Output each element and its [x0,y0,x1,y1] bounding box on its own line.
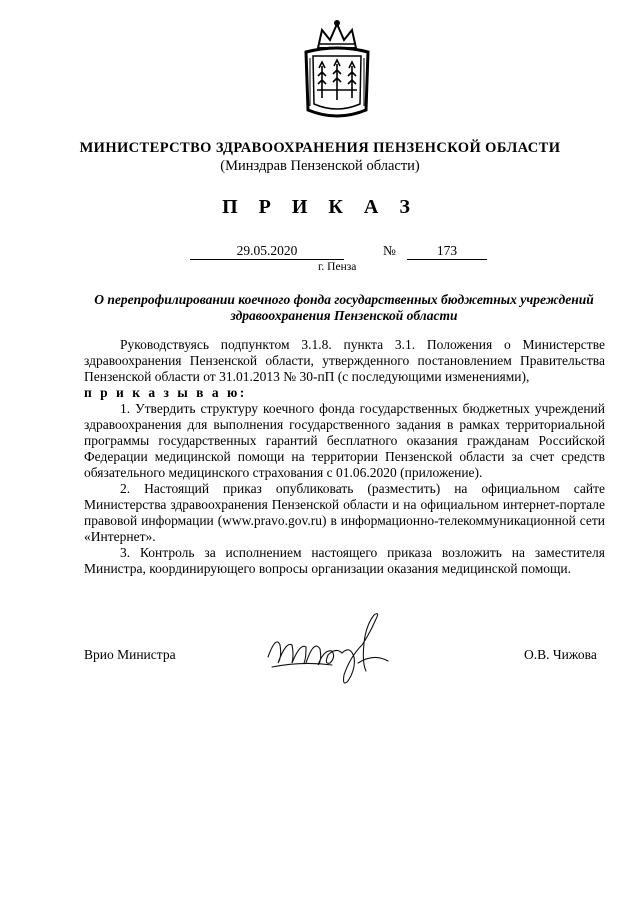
order-date: 29.05.2020 [190,243,344,260]
order-subject: О перепрофилировании коечного фонда государственных бюджетных учреждений здравоохранения Пензенской области [94,292,594,323]
signatory-role: Врио Министра [84,647,176,662]
ministry-title: МИНИСТЕРСТВО ЗДРАВООХРАНЕНИЯ ПЕНЗЕНСКОЙ ОБЛАСТИ [79,140,561,156]
intro-paragraph [84,337,605,385]
order-word: п р и к а з ы в а ю: [84,385,247,400]
order-item: 3. Контроль за исполнением настоящего приказа возложить на заместителя Министра, координирующего вопросы организации оказания медицинской помощи. [84,545,605,576]
number-sign: № [383,243,396,258]
ministry-short-name: (Минздрав Пензенской области) [220,158,420,174]
issue-city: г. Пенза [318,261,357,273]
handwritten-signature-icon [262,605,402,690]
coat-of-arms-icon [300,18,374,122]
order-item: 2. Настоящий приказ опубликовать (разместить) на официальном сайте Министерства здравоохранения Пензенской области и на официальном интернет-портале правовой информации (www.pravo.gov.ru) в информационно-телекоммуникационной сети «Интернет». [84,481,605,544]
order-number: 173 [407,243,487,260]
order-item: 1. Утвердить структуру коечного фонда государственных бюджетных учреждений здравоохранения для выполнения государственного задания в рамках территориальной программы государственных гарантий бесплатного оказания гражданам Российской Федерации медицинской помощи на территории Пензенской области за счет средств обязательного медицинского страхования с 01.06.2020 (приложение). [84,401,605,480]
intro-text: Руководствуясь подпунктом 3.1.8. пункта 3.1. Положения о Министерстве здравоохранения Пензенской области, утвержденного постановлением Правительства Пензенской области от 31.01.2013 № 30-пП (с последующими изменениями), [84,337,605,384]
order-word-paragraph [84,385,605,401]
signatory-name: О.В. Чижова [524,647,597,662]
order-body [84,337,605,577]
document-type-heading: П Р И К А З [222,196,418,218]
